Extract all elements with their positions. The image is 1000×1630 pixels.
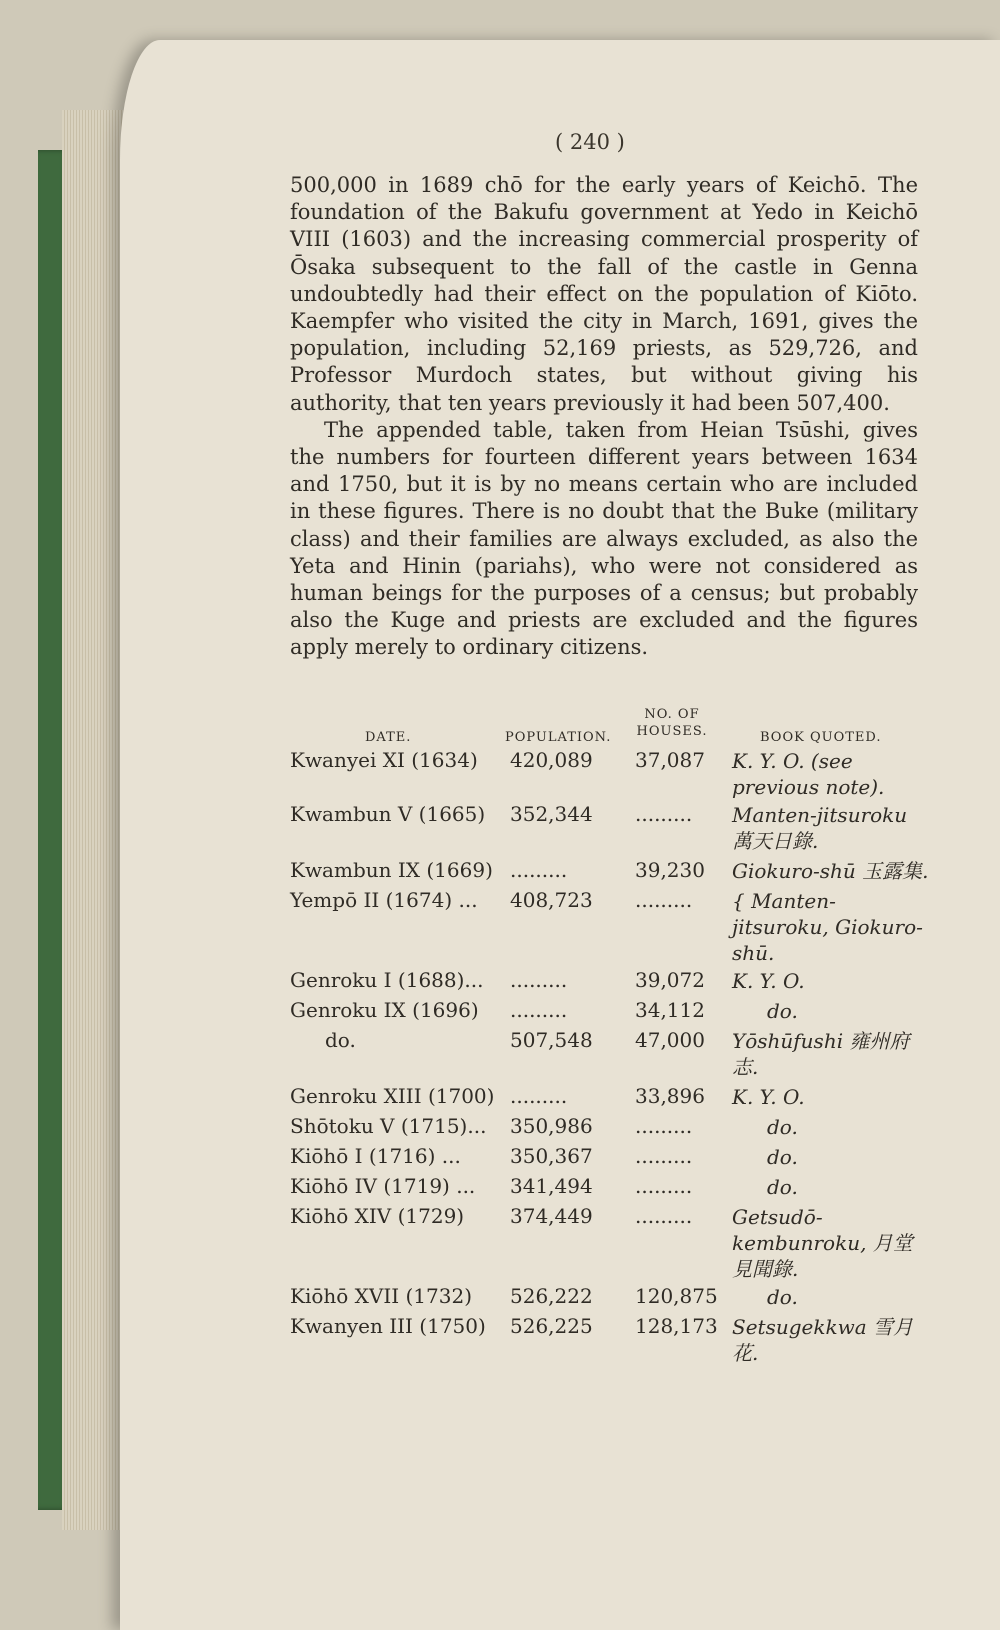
- cell-book: do.: [767, 1285, 798, 1309]
- cell-date: Kwambun IX (1669): [290, 858, 493, 882]
- cell-book: do.: [767, 1115, 798, 1139]
- cell-book: do.: [767, 1145, 798, 1169]
- table-row: [290, 858, 930, 886]
- table-row: [290, 998, 930, 1026]
- cell-population: .........: [510, 858, 568, 882]
- cell-population: .........: [510, 1084, 568, 1108]
- cell-houses: 128,173: [635, 1314, 718, 1338]
- table-row: [290, 748, 930, 800]
- header-date: DATE.: [365, 730, 412, 745]
- cell-book: Yōshūfushi 雍州府志.: [732, 1029, 910, 1079]
- cell-book: Manten-jitsuroku 萬天日錄.: [732, 803, 908, 853]
- cell-houses: 120,875: [635, 1284, 718, 1308]
- table-row: [290, 968, 930, 996]
- cell-date: Kwanyei XI (1634): [290, 748, 478, 772]
- cell-book: Setsugekkwa 雪月花.: [732, 1315, 913, 1365]
- cell-date: Kiōhō I (1716) ...: [290, 1144, 461, 1168]
- cell-book: Getsudō-kembunroku, 月堂見聞錄.: [732, 1205, 913, 1281]
- cell-date: do.: [325, 1028, 356, 1052]
- table-row: [290, 1084, 930, 1112]
- cell-population: 341,494: [510, 1174, 593, 1198]
- cell-date: Genroku XIII (1700): [290, 1084, 495, 1108]
- table-row: [290, 1144, 930, 1172]
- cell-date: Genroku IX (1696): [290, 998, 479, 1022]
- table-row: [290, 1204, 930, 1282]
- table-row: [290, 1114, 930, 1142]
- cell-date: Kwambun V (1665): [290, 802, 486, 826]
- table-row: [290, 1314, 930, 1368]
- cell-date: Kiōhō XIV (1729): [290, 1204, 465, 1228]
- cell-population: 526,225: [510, 1314, 593, 1338]
- cell-book: do.: [767, 1175, 798, 1199]
- cell-book: K. Y. O.: [732, 969, 805, 993]
- header-houses-line1: NO. OF: [644, 707, 700, 722]
- cell-book: Giokuro-shū 玉露集.: [732, 859, 929, 883]
- body-text: [290, 172, 918, 662]
- cell-population: 526,222: [510, 1284, 593, 1308]
- cell-houses: .........: [635, 1204, 693, 1228]
- cell-houses: 39,072: [635, 968, 705, 992]
- cell-date: Yempō II (1674) ...: [290, 888, 478, 912]
- cell-houses: .........: [635, 802, 693, 826]
- cell-population: 408,723: [510, 888, 593, 912]
- cell-houses: .........: [635, 1114, 693, 1138]
- table-row: [290, 1028, 930, 1082]
- table-header: [290, 700, 930, 746]
- cell-houses: 34,112: [635, 998, 705, 1022]
- population-table: [290, 700, 930, 1368]
- header-population: POPULATION.: [505, 730, 612, 745]
- cell-houses: .........: [635, 888, 693, 912]
- table-row: [290, 802, 930, 856]
- cell-houses: 39,230: [635, 858, 705, 882]
- cell-book: do.: [767, 999, 798, 1023]
- cell-date: Shōtoku V (1715)...: [290, 1114, 487, 1138]
- header-book: BOOK QUOTED.: [760, 730, 882, 745]
- cell-book: K. Y. O. (see previous note).: [732, 749, 885, 799]
- table-row: [290, 1284, 930, 1312]
- cell-houses: 47,000: [635, 1028, 705, 1052]
- table-row: [290, 1174, 930, 1202]
- paragraph-2: The appended table, taken from Heian Tsūshi, gives the numbers for fourteen different years between 1634 and 1750, but it is by no means certain who are included in these figures. There is no doubt that the Buke (military class) and their families are always excluded, as also the Yeta and Hinin (pariahs), who were not considered as human beings for the purposes of a census; but probably also the Kuge and priests are excluded and the figures apply merely to ordinary citizens.: [290, 417, 918, 660]
- paragraph-1: 500,000 in 1689 chō for the early years of Keichō. The foundation of the Bakufu government at Yedo in Keichō VIII (1603) and the increasing commercial prosperity of Ōsaka subsequent to the fall of the castle in Genna undoubtedly had their effect on the population of Kiōto. Kaempfer who visited the city in March, 1691, gives the population, including 52,169 priests, as 529,726, and Professor Murdoch states, but without giving his authority, that ten years previously it had been 507,400.: [290, 173, 918, 415]
- cell-houses: .........: [635, 1144, 693, 1168]
- cell-book: { Manten-jitsuroku, Giokuro-shū.: [732, 889, 923, 965]
- cell-population: 352,344: [510, 802, 593, 826]
- cell-population: 507,548: [510, 1028, 593, 1052]
- cell-houses: .........: [635, 1174, 693, 1198]
- cell-date: Kwanyen III (1750): [290, 1314, 486, 1338]
- cell-book: K. Y. O.: [732, 1085, 805, 1109]
- cell-date: Kiōhō IV (1719) ...: [290, 1174, 476, 1198]
- header-houses-line2: HOUSES.: [636, 724, 708, 739]
- page-number: ( 240 ): [555, 130, 625, 154]
- cell-population: .........: [510, 998, 568, 1022]
- cell-houses: 37,087: [635, 748, 705, 772]
- cell-date: Genroku I (1688)...: [290, 968, 484, 992]
- cell-population: 350,986: [510, 1114, 593, 1138]
- cell-houses: 33,896: [635, 1084, 705, 1108]
- cell-date: Kiōhō XVII (1732): [290, 1284, 473, 1308]
- cell-population: .........: [510, 968, 568, 992]
- cell-population: 374,449: [510, 1204, 593, 1228]
- cell-population: 420,089: [510, 748, 593, 772]
- cell-population: 350,367: [510, 1144, 593, 1168]
- table-row: [290, 888, 930, 966]
- header-houses: [632, 706, 712, 740]
